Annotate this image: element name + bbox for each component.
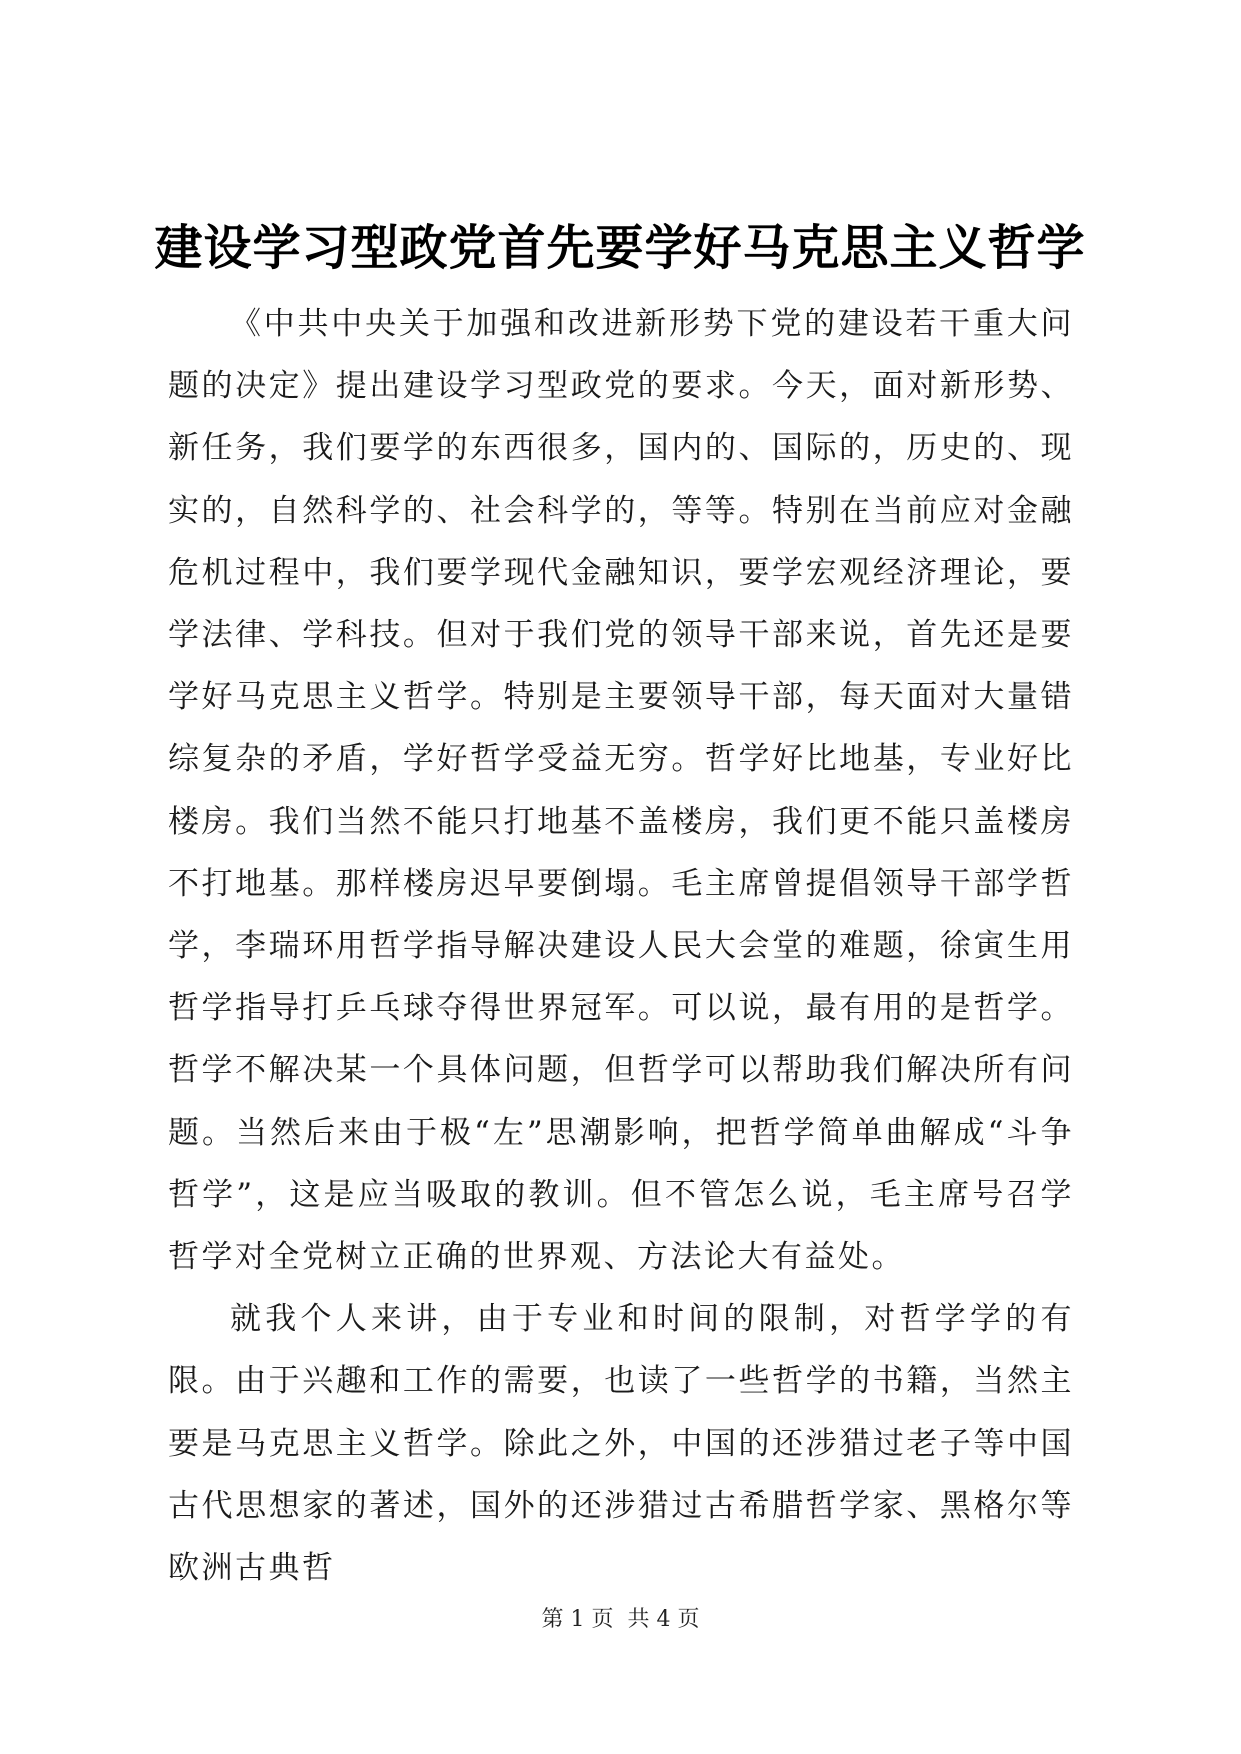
page-total: 共 4 页 (627, 1607, 700, 1632)
page-footer (0, 1605, 1241, 1635)
page-number: 第 1 页 (541, 1607, 614, 1632)
body-paragraph: 《中共中央关于加强和改进新形势下党的建设若干重大问题的决定》提出建设学习型政党的要求。今天，面对新形势、新任务，我们要学的东西很多，国内的、国际的，历史的、现实的，自然科学的、社会科学的，等等。特别在当前应对金融危机过程中，我们要学现代金融知识，要学宏观经济理论，要学法律、学科技。但对于我们党的领导干部来说，首先还是要学好马克思主义哲学。特别是主要领导干部，每天面对大量错综复杂的矛盾，学好哲学受益无穷。哲学好比地基，专业好比楼房。我们当然不能只打地基不盖楼房，我们更不能只盖楼房不打地基。那样楼房迟早要倒塌。毛主席曾提倡领导干部学哲学，李瑞环用哲学指导解决建设人民大会堂的难题，徐寅生用哲学指导打乒乓球夺得世界冠军。可以说，最有用的是哲学。哲学不解决某一个具体问题，但哲学可以帮助我们解决所有问题。当然后来由于极“左”思潮影响，把哲学简单曲解成“斗争哲学”，这是应当吸取的教训。但不管怎么说，毛主席号召学哲学对全党树立正确的世界观、方法论大有益处。 (168, 306, 1074, 1276)
body-paragraph: 就我个人来讲，由于专业和时间的限制，对哲学学的有限。由于兴趣和工作的需要，也读了一些哲学的书籍，当然主要是马克思主义哲学。除此之外，中国的还涉猎过老子等中国古代思想家的著述，国外的还涉猎过古希腊哲学家、黑格尔等欧洲古典哲 (168, 1301, 1074, 1587)
document-body (168, 293, 1074, 1599)
document-title: 建设学习型政党首先要学好马克思主义哲学 (154, 220, 1086, 276)
